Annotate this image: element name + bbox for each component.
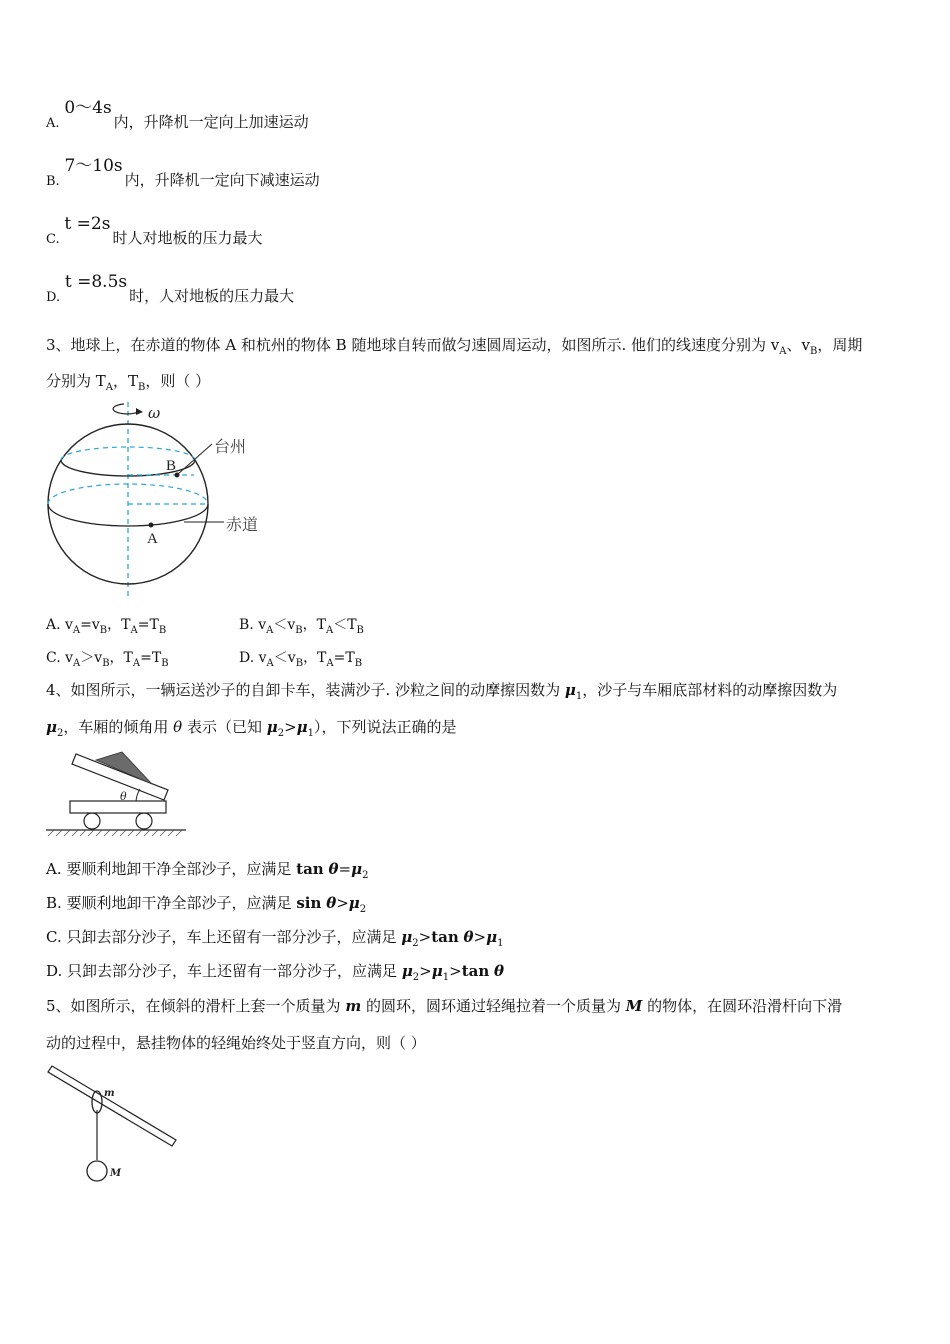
ring-mass-label: m — [104, 1088, 115, 1099]
q3-stem-line1: 3、地球上，在赤道的物体 A 和杭州的物体 B 随地球自转而做匀速圆周运动，如图所示. 他们的线速度分别为 $v_A$、$v_B$，周期 — [46, 336, 863, 357]
option-math: t =8.5s — [64, 272, 128, 292]
q4-stem-line1: 4、如图所示，一辆运送沙子的自卸卡车，装满沙子. 沙粒之间的动摩擦因数为 $\mu_1$，沙子与车厢底部材料的动摩擦因数为 — [46, 681, 838, 702]
q4-option-b: B. 要顺利地卸干净全部沙子，应满足 $\sin \theta>\mu_2$ — [46, 894, 367, 915]
rotation-arrow-head — [136, 408, 143, 415]
inclined-rod — [48, 1066, 176, 1146]
leader-b — [178, 444, 212, 474]
q4-option-a: A. 要顺利地卸干净全部沙子，应满足 $\tan \theta=\mu_2$ — [46, 860, 369, 881]
option-q2-d — [46, 272, 295, 308]
q3-text-tail: ，周期 — [817, 336, 863, 354]
label-a: A — [147, 531, 158, 547]
q3-option-a: A. $v_A=v_B$，$T_A=T_B$ — [46, 617, 167, 636]
truck-chassis — [70, 801, 166, 813]
label-b: B — [166, 458, 177, 474]
earth-rotation-figure — [44, 400, 284, 600]
option-q2-a — [46, 98, 309, 134]
ball-mass-label: M — [110, 1168, 122, 1179]
q4-option-c: C. 只卸去部分沙子，车上还留有一部分沙子，应满足 $\mu_2>\tan$ $\theta>\mu_1$ — [46, 928, 504, 949]
option-math: 0～4s — [64, 98, 112, 118]
city-label: 台州 — [214, 437, 247, 456]
option-text: 内，升降机一定向上加速运动 — [113, 113, 309, 131]
option-text: 时人对地板的压力最大 — [112, 229, 263, 247]
q4-stem-line2: $\mu_2$，车厢的倾角用 θ 表示（已知 $\mu_2>\mu_1$），下列说法正确的是 — [46, 718, 457, 739]
omega-label: ω — [148, 404, 161, 422]
q3-option-b: B. $v_A<v_B$，$T_A<T_B$ — [239, 617, 364, 636]
q3-text: 3、地球上，在赤道的物体 A 和杭州的物体 B 随地球自转而做匀速圆周运动，如图所示. 他们的线速度分别为 v — [46, 336, 780, 354]
hanging-ball — [87, 1161, 107, 1181]
q4-option-d: D. 只卸去部分沙子，车上还留有一部分沙子，应满足 $\mu_2>\mu_1>\tan$ θ — [46, 962, 505, 983]
option-math: t =2s — [64, 214, 111, 234]
option-text: 时，人对地板的压力最大 — [129, 287, 295, 305]
angle-arc — [136, 789, 140, 801]
ring-rod-figure — [44, 1064, 180, 1196]
option-q2-c — [46, 214, 263, 250]
option-prefix: B. — [46, 174, 60, 189]
theta-label: θ — [120, 790, 127, 803]
q3-text: 分别为 T — [46, 372, 106, 390]
wheel-front — [84, 813, 100, 829]
q3-stem-line2: 分别为 $T_A$，$T_B$，则（ ） — [46, 372, 211, 393]
q3-option-d: D. $v_A<v_B$，$T_A=T_B$ — [239, 650, 363, 669]
point-a — [149, 523, 154, 528]
option-math: 7～10s — [64, 156, 123, 176]
wheel-rear — [136, 813, 152, 829]
q3-option-c: C. $v_A>v_B$，$T_A=T_B$ — [46, 650, 169, 669]
option-prefix: A. — [46, 116, 60, 131]
option-q2-b — [46, 156, 320, 192]
q3-text-tail: ，则（ ） — [145, 372, 211, 390]
rotation-arrow — [113, 404, 138, 414]
q5-stem-line2: 动的过程中，悬挂物体的轻绳始终处于竖直方向，则（ ） — [46, 1034, 426, 1052]
equator-label: 赤道 — [226, 515, 259, 534]
option-text: 内，升降机一定向下减速运动 — [124, 171, 320, 189]
q5-stem-line1: 5、如图所示，在倾斜的滑杆上套一个质量为 m 的圆环，圆环通过轻绳拉着一个质量为 M 的物体，在圆环沿滑杆向下滑 — [46, 997, 843, 1015]
option-prefix: C. — [46, 232, 60, 247]
option-prefix: D. — [46, 290, 61, 305]
ground-hatch — [48, 830, 182, 836]
dump-truck-figure — [44, 748, 192, 840]
